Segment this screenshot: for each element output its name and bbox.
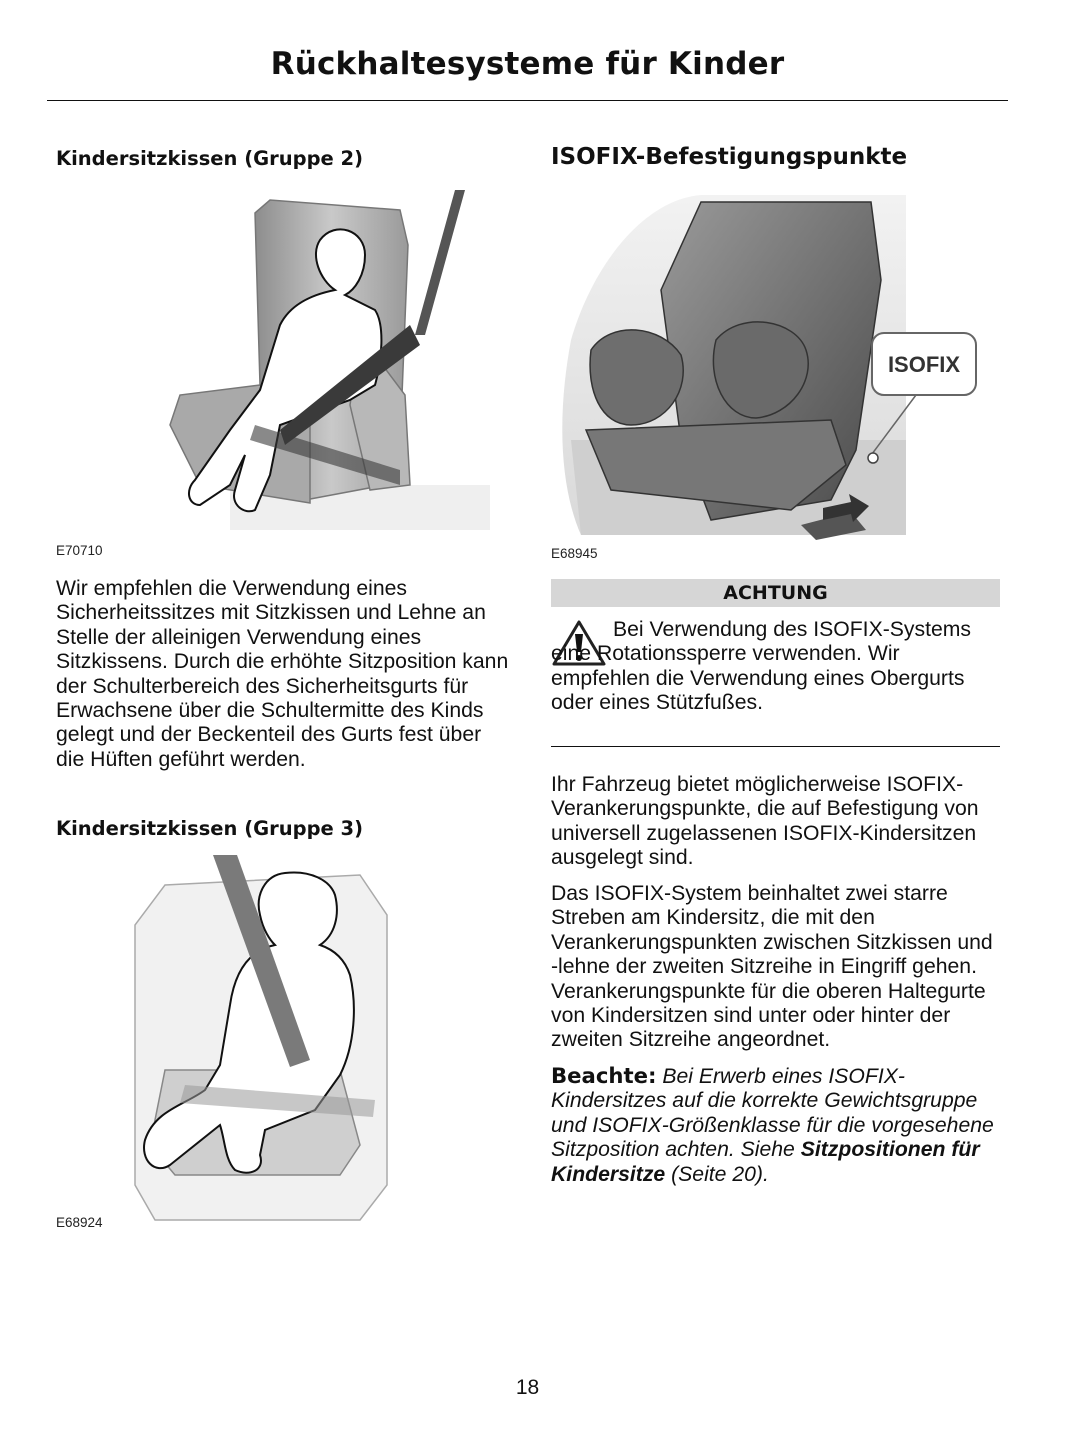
booster-cushion-group3-illustration — [125, 855, 390, 1225]
title-divider — [47, 100, 1008, 101]
isofix-paragraph-1: Ihr Fahrzeug bietet möglicherweise ISOFIX-Verankerungspunkte, die auf Befestigung von universell zugelassenen ISOFIX-Kindersitzen ausgelegt sind. — [551, 773, 979, 870]
warning-header: ACHTUNG — [551, 579, 1000, 607]
isofix-paragraph-2: Das ISOFIX-System beinhaltet zwei starre Streben am Kindersitz, die mit den Verankerungspunkten zwischen Sitzkissen und -lehne der zweiten Sitzreihe in Eingriff gehen. Verankerungspunkte für die oberen Haltegurte von Kindersitzen sind unter oder hinter der zweiten Sitzreihe angeordnet. — [551, 882, 993, 1052]
note-page-reference: (Seite 20). — [671, 1162, 769, 1186]
group3-heading: Kindersitzkissen (Gruppe 3) — [56, 817, 364, 840]
note-paragraph — [551, 1064, 1003, 1187]
page-title: Rückhaltesysteme für Kinder — [270, 46, 785, 82]
note-label: Beachte: — [551, 1063, 657, 1088]
warning-divider — [551, 746, 1000, 747]
figure-code-e68945: E68945 — [551, 546, 598, 561]
cross-reference-link[interactable]: Sitzpositionen für Kindersitze — [551, 1138, 980, 1186]
left-paragraph: Wir empfehlen die Verwendung eines Sicherheitssitzes mit Sitzkissen und Lehne an Stelle der alleinigen Verwendung eines Sitzkissens. Durch die erhöhte Sitzposition kann der Schulterbereich des Sicherheitsgurts für Erwachsene über die Schultermitte des Kinds gelegt und der Beckenteil des Gurts fest über die Hüften geführt werden. — [56, 577, 509, 771]
isofix-callout-label: ISOFIX — [887, 352, 961, 377]
group2-heading: Kindersitzkissen (Gruppe 2) — [56, 147, 364, 170]
figure-code-e68924: E68924 — [56, 1215, 103, 1230]
warning-text: Bei Verwendung des ISOFIX-Systems eine Rotationssperre verwenden. Wir empfehlen die Verwendung eines Obergurts oder eines Stützfußes. — [551, 618, 971, 715]
booster-seat-group2-illustration — [160, 185, 490, 530]
isofix-section-heading: ISOFIX-Befestigungspunkte — [551, 144, 908, 170]
figure-code-e70710: E70710 — [56, 543, 103, 558]
note-text: Bei Erwerb eines ISOFIX-Kindersitzes auf die korrekte Gewichtsgruppe und ISOFIX-Größenklasse für die vorgesehene Sitzposition achten. Siehe — [551, 1065, 994, 1162]
isofix-seat-illustration — [551, 190, 981, 545]
page-number: 18 — [515, 1376, 540, 1399]
